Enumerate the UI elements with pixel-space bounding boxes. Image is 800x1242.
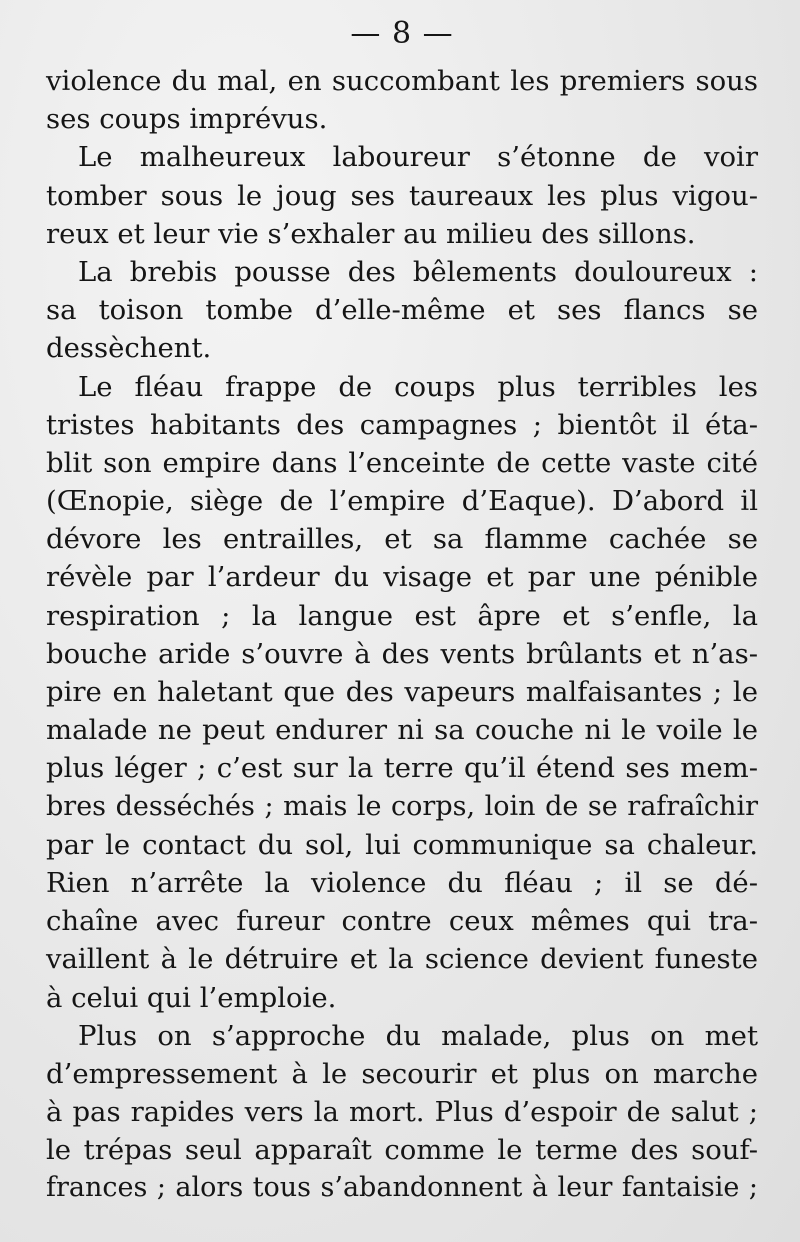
text-line: dévore les entrailles, et sa flamme cachée se xyxy=(46,523,758,556)
text-line: à pas rapides vers la mort. Plus d’espoir de salut ; xyxy=(46,1096,758,1129)
text-line: violence du mal, en succombant les premiers sous xyxy=(46,65,758,97)
text-line: bouche aride s’ouvre à des vents brûlants et n’as- xyxy=(46,637,758,670)
text-line: à celui qui l’emploie. xyxy=(46,981,337,1014)
text-line: vaillent à le détruire et la science devient funeste xyxy=(46,943,758,976)
text-line: malade ne peut endurer ni sa couche ni le voile le xyxy=(46,714,758,747)
book-page xyxy=(46,14,758,1208)
text-line: pire en haletant que des vapeurs malfaisantes ; le xyxy=(46,676,758,708)
text-line: par le contact du sol, lui communique sa chaleur. xyxy=(46,828,758,861)
text-line: blit son empire dans l’enceinte de cette vaste cité xyxy=(46,446,758,479)
text-line: chaîne avec fureur contre ceux mêmes qui tra- xyxy=(46,905,758,938)
text-line: le trépas seul apparaît comme le terme des souf- xyxy=(46,1134,758,1167)
text-line: reux et leur vie s’exhaler au milieu des sillons. xyxy=(46,217,696,250)
text-line: d’empressement à le secourir et plus on marche xyxy=(46,1057,758,1090)
text-line: révèle par l’ardeur du visage et par une pénible xyxy=(46,561,758,594)
text-line: Plus on s’approche du malade, plus on met xyxy=(78,1019,758,1052)
body-text xyxy=(46,62,758,1208)
text-line: ses coups imprévus. xyxy=(46,103,328,136)
text-line: tristes habitants des campagnes ; bientôt il éta- xyxy=(46,408,758,441)
text-line: tomber sous le joug ses taureaux les plus vigou- xyxy=(46,179,758,212)
text-line: frances ; alors tous s’abandonnent à leur fantaisie ; xyxy=(46,1172,758,1204)
text-line: plus léger ; c’est sur la terre qu’il étend ses mem- xyxy=(46,752,758,785)
text-line: (Œnopie, siège de l’empire d’Eaque). D’abord il xyxy=(46,485,758,518)
text-line: sa toison tombe d’elle-même et ses flancs se xyxy=(46,294,758,327)
text-line: dessèchent. xyxy=(46,332,212,365)
text-line: Le fléau frappe de coups plus terribles les xyxy=(78,370,758,403)
text-line: Rien n’arrête la violence du fléau ; il se dé- xyxy=(46,866,758,899)
text-line: bres desséchés ; mais le corps, loin de se rafraîchir xyxy=(46,790,758,822)
page-number: — 8 — xyxy=(350,16,454,51)
text-line: respiration ; la langue est âpre et s’enfle, la xyxy=(46,599,758,632)
text-line: Le malheureux laboureur s’étonne de voir xyxy=(78,141,758,174)
text-line: La brebis pousse des bêlements douloureux : xyxy=(78,255,758,288)
